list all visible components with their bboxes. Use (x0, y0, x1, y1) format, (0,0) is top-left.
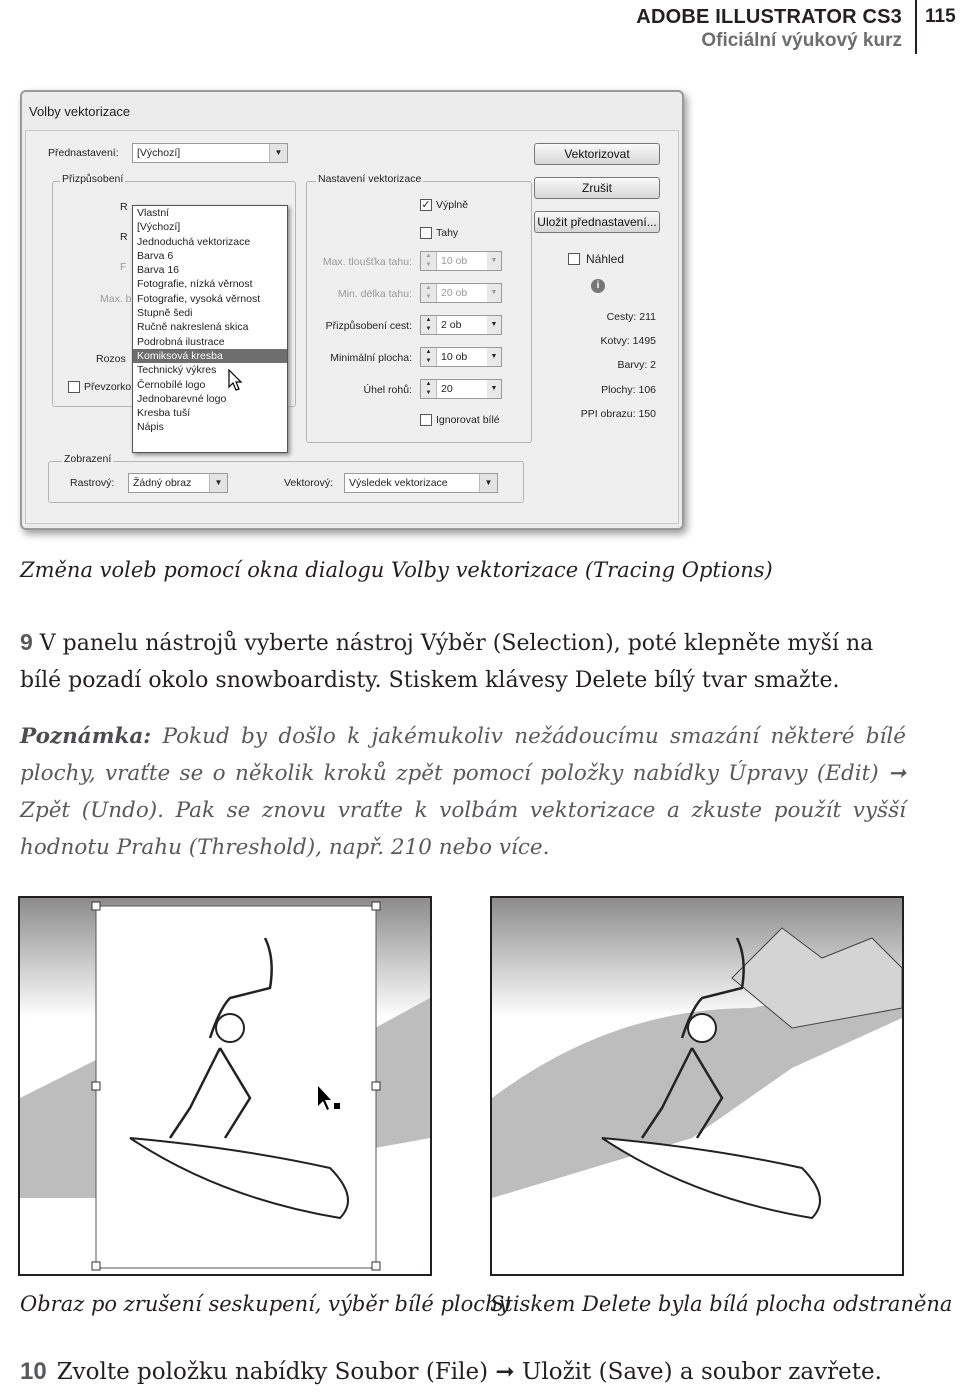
max-stroke-spinner[interactable]: ▲ ▼ 10 ob ▼ (420, 251, 502, 271)
preset-dropdown-list (132, 205, 288, 453)
list-item[interactable]: Podrobná ilustrace (137, 335, 225, 348)
ignore-white-label: Ignorovat bílé (436, 414, 500, 426)
fills-checkbox[interactable]: ✓ (421, 199, 431, 211)
fills-label: Výplně (436, 199, 469, 211)
page-number: 115 (915, 0, 960, 54)
save-preset-button[interactable]: Uložit přednastavení... (534, 211, 660, 233)
list-item[interactable]: Černobílé logo (137, 378, 206, 391)
stats-block (546, 305, 656, 426)
max-stroke-label: Max. tloušťka tahu: (322, 256, 412, 268)
left-image-caption: Obraz po zrušení seskupení, výběr bílé plochy (20, 1292, 511, 1316)
note-label: Poznámka: (20, 724, 152, 749)
vector-label: Vektorový: (284, 477, 334, 489)
list-item[interactable]: Ručně nakreslená skica (137, 321, 249, 334)
adjust-partial-max: Max. b (100, 293, 132, 305)
cancel-button[interactable]: Zrušit (534, 177, 660, 199)
view-group-legend: Zobrazení (64, 453, 112, 465)
list-item[interactable]: Jednobarevné logo (137, 392, 227, 405)
dialog-caption: Změna voleb pomocí okna dialogu Volby vektorizace (Tracing Options) (20, 558, 773, 582)
trace-button[interactable]: Vektorizovat (534, 143, 660, 165)
step-number: 9 (20, 629, 33, 655)
vector-settings-group (306, 181, 532, 443)
min-area-label: Minimální plocha: (330, 352, 412, 364)
book-title: ADOBE ILLUSTRATOR CS3 (636, 6, 902, 28)
step-9 (20, 624, 904, 699)
adjust-partial-f: F (120, 261, 127, 273)
raster-label: Rastrový: (70, 477, 115, 489)
stat-areas: Plochy: 106 (601, 383, 656, 396)
list-item[interactable]: Vlastní (137, 207, 170, 219)
snowboarder-illustration (492, 898, 902, 1274)
strokes-label: Tahy (436, 227, 459, 239)
list-item[interactable]: Barva 6 (137, 249, 174, 262)
min-area-spinner[interactable]: ▲ ▼ 10 ob ▼ (420, 347, 502, 367)
note-text: Pokud by došlo k jakémukoliv nežádoucímu smazání některé bílé plochy, vraťte se o několik kroků zpět pomocí položky nabídky Úpravy (Edit) ➞ Zpět (Undo). Pak se znovu vraťte k volbám vektorizace a zkuste použít vyšší hodnotu Prahu (Threshold), např. 210 nebo více. (20, 724, 906, 860)
list-item[interactable]: Fotografie, vysoká věrnost (137, 292, 261, 305)
step-10 (20, 1358, 882, 1386)
list-item[interactable]: Kresba tuší (137, 407, 191, 420)
list-item-highlighted[interactable]: Komiksová kresba (133, 349, 287, 363)
corner-angle-label: Úhel rohů: (363, 384, 412, 396)
chevron-down-icon: ▼ (479, 474, 497, 492)
info-icon: i (591, 279, 605, 293)
list-item[interactable]: Nápis (137, 421, 164, 434)
min-stroke-spinner[interactable]: ▲ ▼ 20 ob ▼ (420, 283, 502, 303)
list-item[interactable]: [Výchozí] (137, 221, 181, 234)
snowboarder-illustration (20, 898, 430, 1274)
stat-paths: Cesty: 211 (606, 311, 656, 323)
chevron-down-icon: ▼ (269, 144, 287, 162)
list-item[interactable]: Stupně šedi (137, 307, 193, 320)
raster-select[interactable]: Žádný obraz ▼ (128, 473, 228, 493)
adjust-partial-r1: R (120, 201, 128, 213)
snowboarder-deleted-image (490, 896, 904, 1276)
corner-angle-spinner[interactable]: ▲ ▼ 20 ▼ (420, 379, 502, 399)
list-item[interactable]: Barva 16 (137, 264, 180, 277)
list-item[interactable]: Jednoduchá vektorizace (137, 235, 251, 248)
preview-checkbox[interactable] (568, 253, 580, 265)
ignore-white-checkbox[interactable] (420, 414, 432, 426)
step-text: Zvolte položku nabídky Soubor (File) ➞ Uložit (Save) a soubor zavřete. (56, 1359, 882, 1385)
dialog-body (25, 130, 679, 524)
stat-colors: Barvy: 2 (617, 359, 656, 372)
path-fit-spinner[interactable]: ▲ ▼ 2 ob ▼ (420, 315, 502, 335)
list-item[interactable]: Fotografie, nízká věrnost (137, 278, 253, 291)
strokes-checkbox[interactable] (420, 227, 432, 239)
adjust-partial-prevz: Převzorko (84, 381, 132, 393)
stat-anchors: Kotvy: 1495 (600, 335, 656, 348)
mouse-cursor-icon (228, 369, 244, 393)
chevron-down-icon: ▼ (209, 474, 227, 492)
running-header (636, 6, 902, 52)
tracing-options-dialog (20, 90, 684, 530)
resample-checkbox[interactable] (68, 381, 80, 393)
adjust-group-legend: Přizpůsobení (62, 173, 124, 185)
list-item[interactable]: Technický výkres (137, 364, 217, 377)
book-subtitle: Oficiální výukový kurz (701, 30, 902, 51)
step-number: 10 (20, 1358, 47, 1385)
path-fit-label: Přizpůsobení cest: (325, 320, 412, 332)
adjust-partial-r2: R (120, 231, 128, 243)
stat-ppi: PPI obrazu: 150 (580, 407, 656, 420)
vector-select[interactable]: Výsledek vektorizace ▼ (344, 473, 498, 493)
preset-label: Přednastavení: (48, 147, 119, 159)
snowboarder-selected-image (18, 896, 432, 1276)
preset-select[interactable]: [Výchozí] ▼ (132, 143, 288, 163)
note-paragraph (20, 718, 906, 866)
adjust-partial-rozos: Rozos (96, 353, 126, 365)
min-stroke-label: Min. délka tahu: (337, 288, 412, 300)
step-text: V panelu nástrojů vyberte nástroj Výběr (Selection), poté klepněte myší na bílé pozadí okolo snowboardisty. Stiskem klávesy Delete bílý tvar smažte. (20, 631, 874, 693)
preview-label: Náhled (586, 252, 625, 266)
right-image-caption: Stiskem Delete byla bílá plocha odstraněna (490, 1292, 953, 1316)
dialog-title: Volby vektorizace (29, 104, 131, 119)
vector-settings-legend: Nastavení vektorizace (318, 173, 422, 185)
